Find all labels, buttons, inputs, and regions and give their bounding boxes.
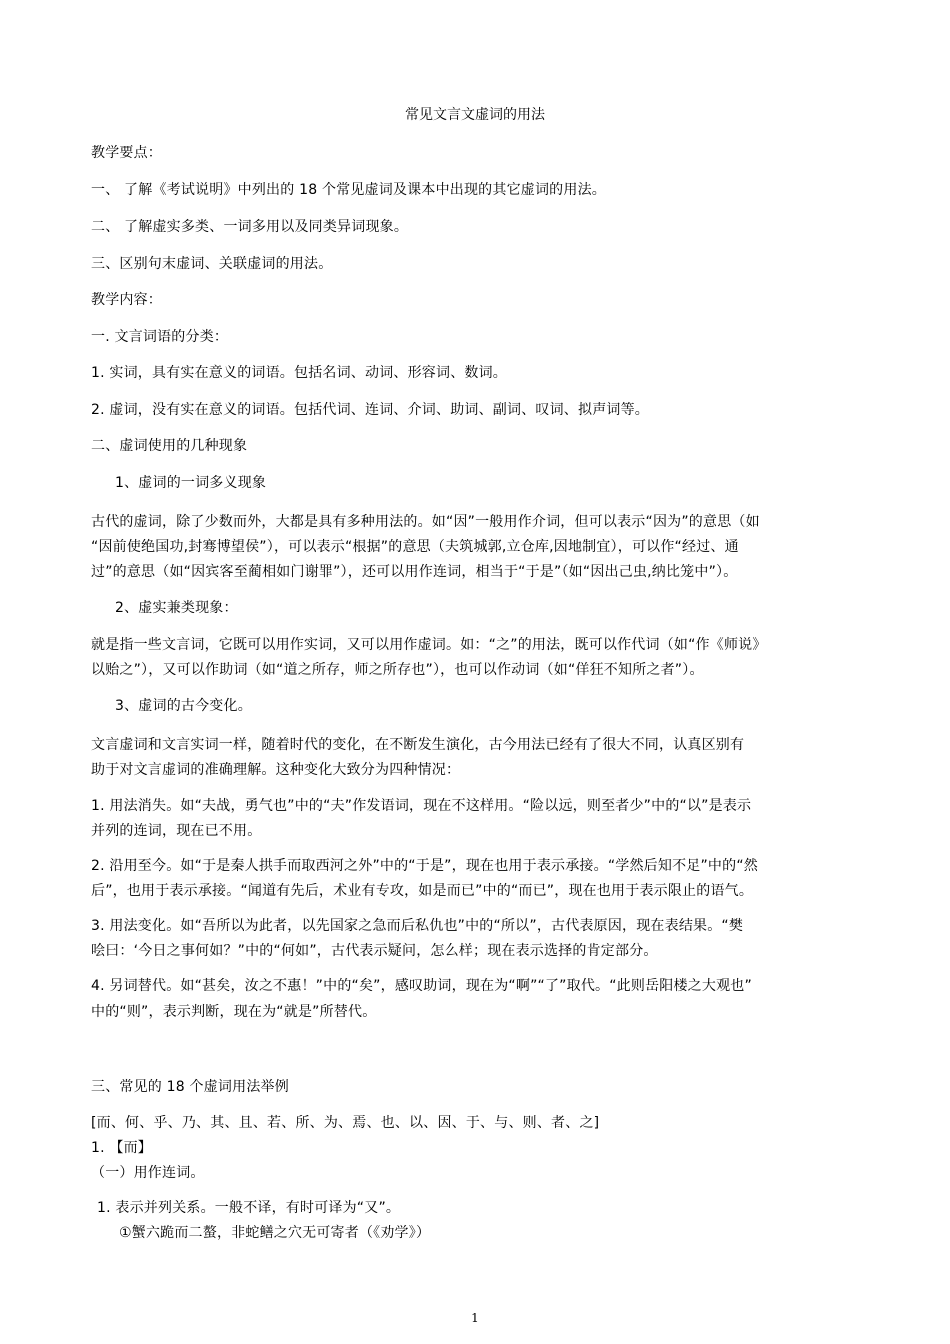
text-line: 1. 用法消失。如“夫战，勇气也”中的“夫”作发语词，现在不这样用。“险以远，则至者少”中的“以”是表示 — [91, 798, 752, 814]
text-line: “因前使绝国功,封骞博望侯”），可以表示“根据”的意思（夫筑城郭,立仓库,因地制宜），可以作“经过、通 — [91, 539, 739, 555]
text-line: [而、何、乎、乃、其、且、若、所、为、焉、也、以、因、于、与、则、者、之] — [91, 1115, 600, 1131]
text-line: 1. 实词，具有实在意义的词语。包括名词、动词、形容词、数词。 — [91, 365, 508, 381]
text-line: 过”的意思（如“因宾客至蔺相如门谢罪”），还可以用作连词，相当于“于是”（如“因出己虫,纳比笼中”）。 — [91, 564, 738, 580]
text-line: 1. 【而】 — [91, 1140, 153, 1156]
text-line: 三、常见的 18 个虚词用法举例 — [91, 1079, 289, 1095]
text-line: 二、 了解虚实多类、一词多用以及同类异词现象。 — [91, 219, 409, 235]
text-line: 古代的虚词，除了少数而外，大都是具有多种用法的。如“因”一般用作介词，但可以表示“因为”的意思（如 — [91, 514, 760, 530]
document-title: 常见文言文虚词的用法 — [405, 107, 545, 123]
text-line: 一. 文言词语的分类： — [91, 329, 229, 345]
text-line: 后”，也用于表示承接。“闻道有先后，术业有专攻，如是而已”中的“而已”，现在也用于表示限止的语气。 — [91, 883, 754, 899]
text-line: 教学要点： — [91, 145, 162, 161]
text-line: 1. 表示并列关系。一般不译，有时可译为“又”。 — [97, 1200, 401, 1216]
text-line: 2. 虚词，没有实在意义的词语。包括代词、连词、介词、助词、副词、叹词、拟声词等。 — [91, 402, 650, 418]
text-line: 就是指一些文言词，它既可以用作实词，又可以用作虚词。如：“之”的用法，既可以作代词（如“作《师说》 — [91, 637, 767, 653]
text-line: 教学内容： — [91, 292, 162, 308]
text-line: ①蟹六跪而二螯，非蛇鳝之穴无可寄者（《劝学》） — [119, 1225, 431, 1241]
text-line: 文言虚词和文言实词一样，随着时代的变化，在不断发生演化，古今用法已经有了很大不同，认真区别有 — [91, 737, 745, 753]
text-line: 中的“则”，表示判断，现在为“就是”所替代。 — [91, 1004, 377, 1020]
text-line: 以贻之”），又可以作助词（如“道之所存，师之所存也”），也可以作动词（如“佯狂不知所之者”）。 — [91, 662, 704, 678]
text-line: 3、虚词的古今变化。 — [115, 698, 252, 714]
text-line: 2、虚实兼类现象： — [115, 600, 238, 616]
text-line: 4. 另词替代。如“甚矣，汝之不惠！”中的“矣”，感叹助词，现在为“啊”“了”取代。“此则岳阳楼之大观也” — [91, 978, 752, 994]
text-line: （一）用作连词。 — [91, 1165, 205, 1181]
text-line: 三、区别句末虚词、关联虚词的用法。 — [91, 256, 333, 272]
text-line: 助于对文言虚词的准确理解。这种变化大致分为四种情况： — [91, 762, 461, 778]
text-line: 3. 用法变化。如“吾所以为此者，以先国家之急而后私仇也”中的“所以”，古代表原因，现在表结果。“樊 — [91, 918, 744, 934]
text-line: 2. 沿用至今。如“于是秦人拱手而取西河之外”中的“于是”，现在也用于表示承接。“学然后知不足”中的“然 — [91, 858, 758, 874]
text-line: 一、 了解《考试说明》中列出的 18 个常见虚词及课本中出现的其它虚词的用法。 — [91, 182, 606, 198]
text-line: 哙曰：‘今日之事何如？”中的“何如”，古代表示疑问，怎么样；现在表示选择的肯定部分。 — [91, 943, 658, 959]
page-number: 1 — [471, 1311, 479, 1325]
text-line: 1、虚词的一词多义现象 — [115, 475, 267, 491]
text-line: 并列的连词，现在已不用。 — [91, 823, 262, 839]
text-line: 二、虚词使用的几种现象 — [91, 438, 248, 454]
